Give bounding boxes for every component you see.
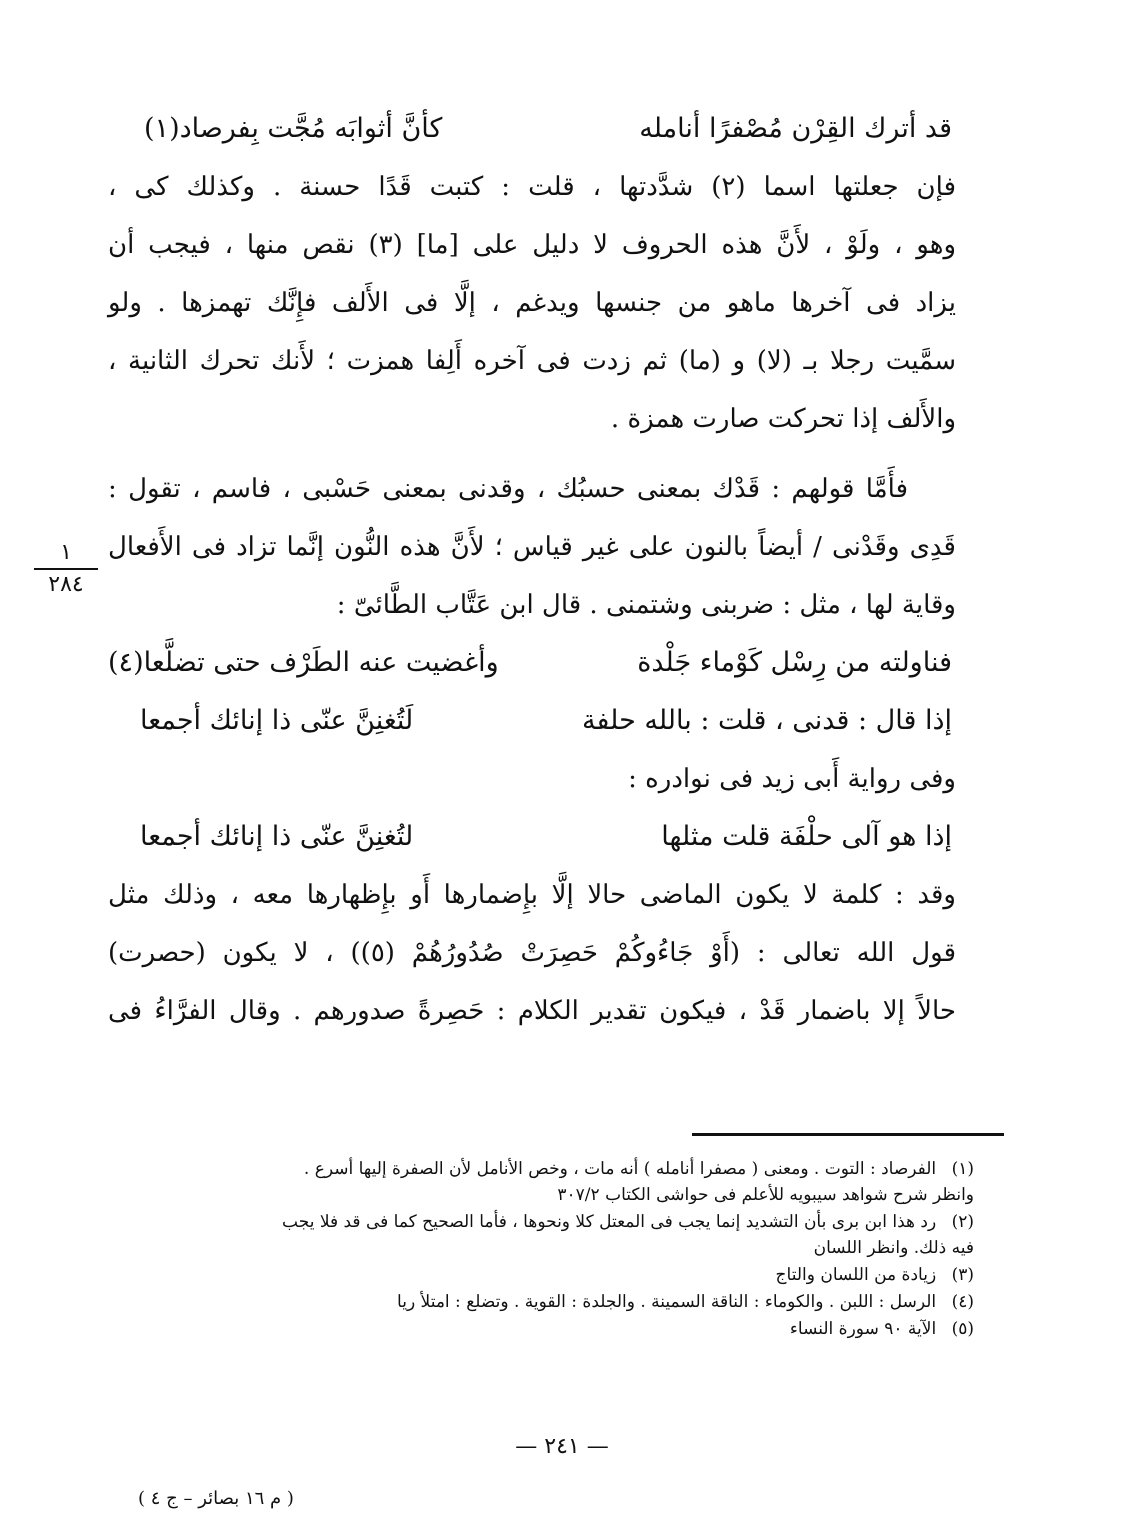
footnote-5: [142, 1316, 974, 1342]
verse-line-1: [108, 100, 956, 158]
footnote-text: الفرصاد : التوت . ومعنى ( مصفرا أنامله ) أنه مات ، وخص الأنامل لأن الصفرة إليها أسرع .: [303, 1159, 937, 1179]
verse-4-right-hemistich: إذا هو آلى حلْفَة قلت مثلها: [661, 821, 952, 852]
verse-line-4: [108, 808, 956, 866]
paragraph-4-line: قول الله تعالى : (أَوْ جَاءُوكُمْ حَصِرَتْ صُدُورُهُمْ (٥)) ، لا يكون (حصرت): [108, 938, 956, 968]
paragraph-4-line: وقد : كلمة لا يكون الماضى حالا إلَّا بإِضمارها أَو بإِظهارها معه ، وذلك مثل: [108, 880, 956, 910]
footnote-text: الرسل : اللبن . والكوماء : الناقة السمينة . والجلدة : القوية . وتضلع : امتلأ ريا: [397, 1292, 937, 1312]
verse-1-right-hemistich: قد أترك القِرْن مُصْفرًا أنامله: [639, 113, 952, 144]
verse-3-right-hemistich: إذا قال : قدنى ، قلت : بالله حلفة: [582, 705, 952, 736]
verse-2-left-hemistich: وأغضيت عنه الطَرْف حتى تضلَّعا(٤): [108, 647, 499, 678]
verse-1-left-hemistich: كأنَّ أثوابَه مُجَّت بِفرصاد(١): [144, 113, 443, 144]
footnote-text: زيادة من اللسان والتاج: [775, 1265, 937, 1285]
paragraph-1-line: يزاد فى آخرها ماهو من جنسها ويدغم ، إلَّا فى الأَلف فإِنَّك تهمزها . ولو: [108, 288, 956, 318]
footnote-1: [142, 1156, 974, 1208]
verse-4-left-hemistich: لتُغنِنَّ عنّى ذا إنائك أجمعا: [140, 821, 414, 852]
paragraph-1-line: سمَّيت رجلا بـ (لا) و (ما) ثم زدت فى آخره أَلِفا همزت ؛ لأَنك تحرك الثانية ،: [108, 346, 956, 376]
folio-number: ٢٨٤: [48, 572, 84, 597]
verse-3-left-hemistich: لَتُغنِنَّ عنّى ذا إنائك أجمعا: [140, 705, 414, 736]
paragraph-2-line: وقاية لها ، مثل : ضربنى وشتمنى . قال ابن عَتَّاب الطَّائىّ :: [336, 590, 956, 620]
main-text: [108, 100, 956, 1040]
folio-divider: [34, 568, 98, 570]
footnote-separator: [692, 1133, 1004, 1136]
printer-signature: ( م ١٦ بصائر – ج ٤ ): [138, 1488, 294, 1509]
paragraph-2-line: فأَمَّا قولهم : قَدْك بمعنى حسبُك ، وقدنى بمعنى حَسْبى ، فاسم ، تقول :: [108, 474, 908, 504]
paragraph-3-line: وفى رواية أَبى زيد فى نوادره :: [628, 764, 956, 794]
footnote-number: (٢): [951, 1212, 974, 1232]
paragraph-3: [108, 750, 956, 808]
footnote-4: [142, 1289, 974, 1315]
footnotes: [142, 1156, 974, 1343]
footnote-2: [142, 1209, 974, 1261]
paragraph-4-line: حالاً إلا باضمار قَدْ ، فيكون تقدير الكلام : حَصِرةً صدورهم . وقال الفرَّاءُ فى: [108, 996, 956, 1026]
footnote-number: (٣): [951, 1265, 974, 1285]
verse-line-2: [108, 634, 956, 692]
verse-2-right-hemistich: فناولته من رِسْل كَوْماء جَلْدة: [637, 647, 952, 678]
footnote-text: وانظر شرح شواهد سيبويه للأعلم فى حواشى الكتاب ٣٠٧/٢: [557, 1185, 974, 1205]
footnote-number: (١): [951, 1159, 974, 1179]
footnote-text: رد هذا ابن برى بأن التشديد إنما يجب فى المعتل كلا ونحوها ، فأما الصحيح كما فى قد فلا يجب: [282, 1212, 937, 1232]
paragraph-1-line: وهو ، ولَوْ ، لأَنَّ هذه الحروف لا دليل على [ما] (٣) نقص منها ، فيجب أن: [108, 230, 957, 260]
paragraph-1-line: فإن جعلتها اسما (٢) شدَّدتها ، قلت : كتبت قَدًا حسنة . وكذلك كى ،: [108, 172, 957, 202]
paragraph-2-line: قَدِى وقَدْنى / أيضاً بالنون على غير قياس ؛ لأَنَّ هذه النُّون إنَّما تزاد فى الأَفعال: [108, 532, 956, 562]
folio-side: ١: [60, 540, 72, 565]
spacer: [108, 448, 956, 460]
paragraph-1: [108, 158, 956, 448]
footnote-text: فيه ذلك. وانظر اللسان: [813, 1238, 974, 1258]
footnote-text: الآية ٩٠ سورة النساء: [789, 1319, 937, 1339]
verse-line-3: [108, 692, 956, 750]
footnote-number: (٥): [951, 1319, 974, 1339]
footnote-number: (٤): [951, 1292, 974, 1312]
paragraph-4: [108, 866, 956, 1040]
paragraph-2: [108, 460, 956, 634]
page-number: — ٢٤١ —: [515, 1434, 609, 1459]
footnote-3: [142, 1262, 974, 1288]
manuscript-folio-note: [30, 540, 102, 598]
paragraph-1-line: والأَلف إذا تحركت صارت همزة .: [610, 404, 956, 434]
